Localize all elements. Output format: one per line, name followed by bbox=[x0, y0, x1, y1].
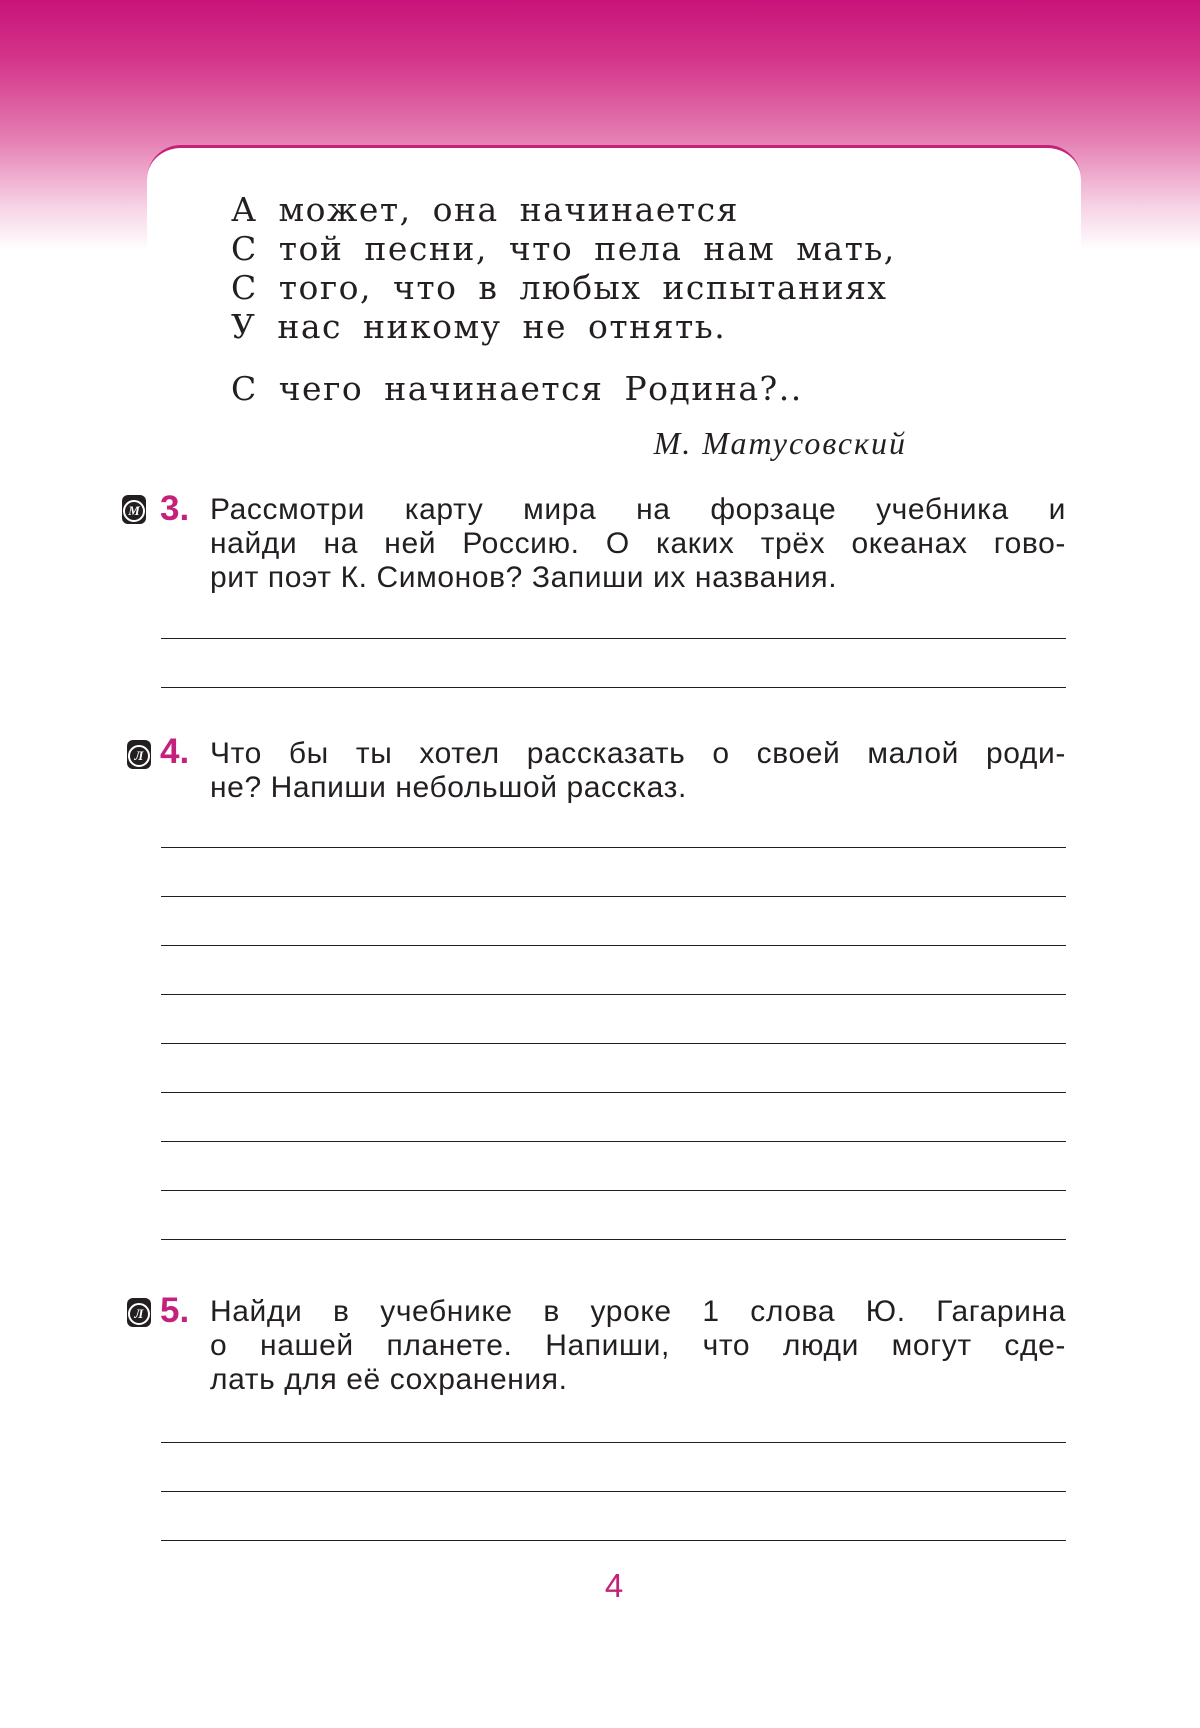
task-3-text bbox=[210, 493, 1066, 595]
task-3-line: рит поэт К. Симонов? Запиши их названия. bbox=[210, 561, 838, 594]
answer-line[interactable] bbox=[161, 638, 1066, 639]
poem-line: С той песни, что пела нам мать, bbox=[231, 229, 896, 268]
poem-line: У нас никому не отнять. bbox=[231, 307, 727, 346]
task-3-number: 3. bbox=[160, 489, 190, 528]
task-4-icon: Л bbox=[127, 740, 151, 769]
poem bbox=[231, 190, 896, 346]
poem-author: М. Матусовский bbox=[653, 425, 907, 461]
poem-line: С того, что в любых испытаниях bbox=[231, 268, 888, 307]
task-5-line: о нашей планете. Напиши, что люди могут сде- bbox=[210, 1329, 1066, 1362]
poem-refrain: С чего начинается Родина?.. bbox=[231, 369, 803, 408]
task-3-line: найди на ней Россию. О каких трёх океанах гово- bbox=[210, 527, 1066, 560]
task-4-line: не? Напиши небольшой рассказ. bbox=[210, 771, 687, 804]
task-4-line: Что бы ты хотел рассказать о своей малой роди- bbox=[210, 737, 1066, 770]
task-4-text bbox=[210, 737, 1066, 805]
answer-line[interactable] bbox=[161, 1540, 1066, 1541]
task-3-icon: М bbox=[122, 495, 146, 524]
answer-line[interactable] bbox=[161, 1092, 1066, 1093]
task-3-line: Рассмотри карту мира на форзаце учебника и bbox=[210, 493, 1066, 526]
answer-line[interactable] bbox=[161, 1239, 1066, 1240]
task-5-icon: Л bbox=[127, 1298, 151, 1327]
answer-line[interactable] bbox=[161, 994, 1066, 995]
answer-line[interactable] bbox=[161, 896, 1066, 897]
answer-line[interactable] bbox=[161, 1491, 1066, 1492]
page-number: 4 bbox=[604, 1567, 624, 1604]
answer-line[interactable] bbox=[161, 1043, 1066, 1044]
task-5-line: Найди в учебнике в уроке 1 слова Ю. Гагарина bbox=[210, 1295, 1066, 1328]
poem-line: А может, она начинается bbox=[231, 190, 739, 229]
answer-line[interactable] bbox=[161, 1442, 1066, 1443]
task-5-line: лать для её сохранения. bbox=[210, 1363, 568, 1396]
answer-line[interactable] bbox=[161, 847, 1066, 848]
task-4-number: 4. bbox=[160, 732, 190, 771]
answer-line[interactable] bbox=[161, 687, 1066, 688]
answer-line[interactable] bbox=[161, 945, 1066, 946]
task-5-number: 5. bbox=[160, 1291, 190, 1330]
answer-line[interactable] bbox=[161, 1141, 1066, 1142]
answer-line[interactable] bbox=[161, 1190, 1066, 1191]
task-5-text bbox=[210, 1295, 1066, 1397]
